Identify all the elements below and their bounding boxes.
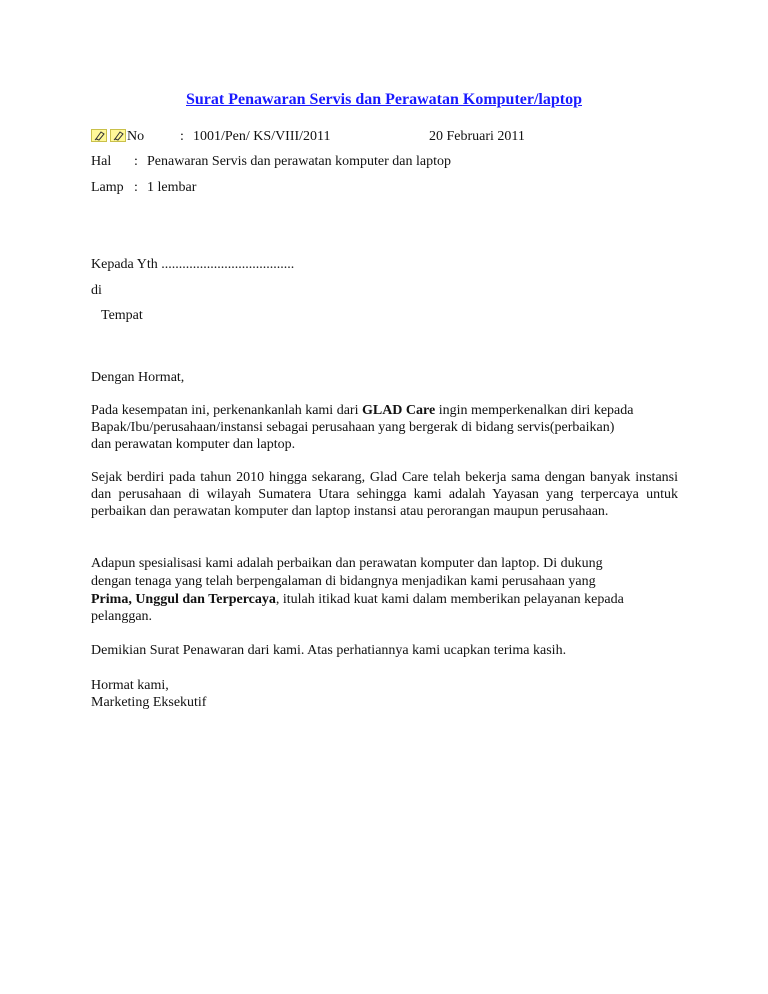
para3-line-2: dengan tenaga yang telah berpengalaman di bidangnya menjadikan kami perusahaan yang — [91, 574, 596, 589]
closing-sentence: Demikian Surat Penawaran dari kami. Atas perhatiannya kami ucapkan terima kasih. — [91, 643, 567, 658]
meta-no-label: No — [127, 129, 145, 144]
signoff-line-2: Marketing Eksekutif — [91, 695, 207, 710]
meta-lamp-value: 1 lembar — [147, 180, 197, 195]
para3-line-3 — [91, 591, 624, 608]
para1-text-a: Pada kesempatan ini, perkenankanlah kami dari — [91, 403, 362, 418]
tagline-bold: Prima, Unggul dan Terpercaya — [91, 592, 276, 607]
signoff-line-1: Hormat kami, — [91, 678, 169, 693]
meta-hal-colon: : — [134, 154, 138, 169]
company-name: GLAD Care — [361, 403, 436, 418]
para3-line-4: pelanggan. — [91, 609, 153, 624]
para2: Sejak berdiri pada tahun 2010 hingga sekarang, Glad Care telah bekerja sama dengan banyak instansi dan perusahaan di wilayah Sumatera Utara sehingga kami adalah Yayasan yang terpercaya untuk perbaikan dan perawatan komputer dan laptop instansi atau perorangan maupun perusahaan. — [91, 470, 678, 519]
meta-no-colon: : — [180, 129, 184, 144]
para1-line-2: Bapak/Ibu/perusahaan/instansi sebagai perusahaan yang bergerak di bidang servis(perbaikan) — [91, 420, 615, 435]
edit-marks[interactable] — [91, 128, 127, 144]
para1-line-3: dan perawatan komputer dan laptop. — [91, 437, 296, 452]
meta-hal-row — [91, 153, 551, 171]
para1-line-1 — [91, 402, 633, 419]
para1-text-b: ingin memperkenalkan diri kepada — [435, 403, 634, 418]
recipient-line-1: Kepada Yth ...................................... — [91, 257, 295, 272]
meta-lamp-row — [91, 179, 551, 197]
meta-lamp-colon: : — [134, 180, 138, 195]
edit-mark-icon[interactable] — [110, 129, 126, 142]
para3-text-rest: , itulah itikad kuat kami dalam memberikan pelayanan kepada — [275, 592, 624, 607]
meta-hal-value: Penawaran Servis dan perawatan komputer dan laptop — [147, 154, 452, 169]
salutation: Dengan Hormat, — [91, 370, 185, 385]
meta-hal-label: Hal — [91, 154, 112, 169]
meta-no-value: 1001/Pen/ KS/VIII/2011 — [193, 129, 331, 144]
meta-lamp-label: Lamp — [91, 180, 124, 195]
recipient-line-2: di — [91, 283, 102, 298]
letter-title[interactable]: Surat Penawaran Servis dan Perawatan Komputer/laptop — [186, 91, 582, 108]
meta-date: 20 Februari 2011 — [429, 129, 525, 144]
para3-line-1: Adapun spesialisasi kami adalah perbaikan dan perawatan komputer dan laptop. Di dukung — [91, 556, 603, 571]
meta-no-row — [91, 128, 551, 146]
recipient-line-3: Tempat — [101, 308, 143, 323]
edit-mark-icon[interactable] — [91, 129, 107, 142]
